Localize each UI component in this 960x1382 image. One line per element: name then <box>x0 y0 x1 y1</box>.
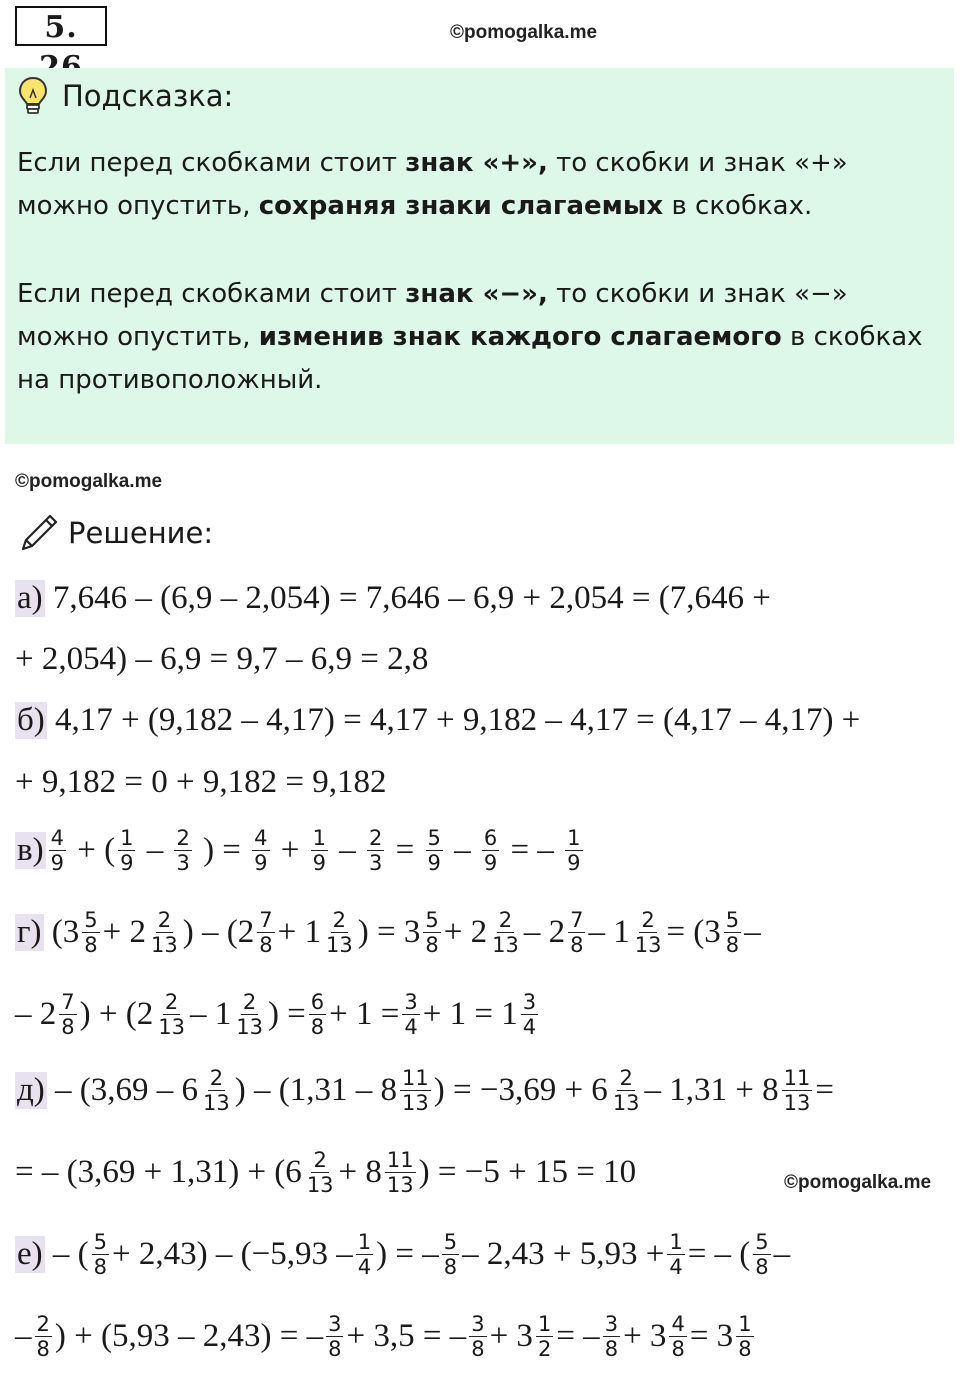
fraction <box>442 1230 459 1279</box>
denominator: 9 <box>50 851 64 875</box>
numerator: 5 <box>443 1230 458 1254</box>
expr-text: – 1 <box>189 996 232 1032</box>
numerator: 4 <box>50 826 64 850</box>
expr-text: + 2,43) – (−5,93 – <box>112 1236 353 1272</box>
fraction <box>753 1230 770 1279</box>
fraction <box>633 908 664 957</box>
numerator: 3 <box>404 990 418 1014</box>
hint-p1-bold: знак «+», <box>405 148 548 178</box>
denominator: 8 <box>725 933 740 957</box>
hint-p1-bold: сохраняя знаки слагаемых <box>258 191 664 221</box>
fraction <box>252 826 269 875</box>
solution-g-line1 <box>15 908 761 957</box>
numerator: 2 <box>209 1066 224 1090</box>
numerator: 2 <box>157 908 172 932</box>
hint-p2-text: на противоположный. <box>17 365 323 395</box>
denominator: 9 <box>120 851 134 875</box>
numerator: 2 <box>369 826 383 850</box>
expr-text: = <box>387 832 423 868</box>
fraction <box>669 1312 686 1361</box>
fraction <box>35 1312 52 1361</box>
label-d: д) <box>17 1072 45 1108</box>
expr-text: – 1,31 + 8 <box>644 1072 779 1108</box>
expr-text: ) = – <box>376 1236 439 1272</box>
denominator: 8 <box>471 1337 485 1361</box>
numerator: 2 <box>176 826 190 850</box>
numerator: 2 <box>332 908 347 932</box>
denominator: 13 <box>203 1091 230 1115</box>
solution-e-line2 <box>15 1312 757 1361</box>
hint-p2-bold: изменив знак каждого слагаемого <box>258 322 782 352</box>
numerator: 5 <box>427 826 441 850</box>
denominator: 8 <box>328 1337 342 1361</box>
expr-text: + 3,5 = – <box>346 1318 467 1354</box>
hint-paragraph-2 <box>17 273 947 402</box>
fraction <box>423 908 440 957</box>
numerator: 5 <box>93 1230 108 1254</box>
fraction <box>257 908 274 957</box>
fraction <box>149 908 180 957</box>
fraction <box>565 826 582 875</box>
fraction <box>201 1066 232 1115</box>
numerator: 5 <box>425 908 439 932</box>
expr-text: ) = −5 + 15 = 10 <box>418 1154 637 1190</box>
denominator: 13 <box>326 933 353 957</box>
expr-text: + 1 = <box>329 996 400 1032</box>
numerator: 6 <box>483 826 498 850</box>
watermark-middle: ©pomogalka.me <box>15 471 163 492</box>
fraction <box>92 1230 109 1279</box>
numerator: 1 <box>537 1312 552 1336</box>
numerator: 3 <box>328 1312 342 1336</box>
hint-p1-text: то скобки и знак «+» <box>547 148 848 178</box>
label-v: в) <box>17 832 44 868</box>
fraction <box>490 908 521 957</box>
fraction <box>82 908 99 957</box>
denominator: 13 <box>402 1091 429 1115</box>
fraction <box>482 826 499 875</box>
numerator: 1 <box>567 826 581 850</box>
fraction <box>385 1148 416 1197</box>
fraction <box>174 826 191 875</box>
denominator: 3 <box>176 851 190 875</box>
expr-text: – <box>773 1236 791 1272</box>
numerator: 3 <box>604 1312 619 1336</box>
numerator: 5 <box>725 908 740 932</box>
expr-text: = – <box>502 832 563 868</box>
denominator: 9 <box>483 851 498 875</box>
numerator: 3 <box>471 1312 485 1336</box>
fraction <box>402 990 419 1039</box>
denominator: 9 <box>312 851 327 875</box>
expr-text: ) + (5,93 – 2,43) = – <box>54 1318 324 1354</box>
fraction <box>309 990 326 1039</box>
expr-text: + 2,054) – 6,9 = 9,7 – 6,9 = 2,8 <box>15 641 429 677</box>
expr-text: + 9,182 = 0 + 9,182 = 9,182 <box>15 764 387 800</box>
expr-text: ) = 3 <box>357 914 421 950</box>
numerator: 1 <box>669 1230 683 1254</box>
denominator: 3 <box>369 851 383 875</box>
expr-text: = – (3,69 + 1,31) + (6 <box>15 1154 302 1190</box>
expr-text: = (3 <box>666 914 721 950</box>
solution-v-line1 <box>15 826 586 875</box>
expr-text <box>47 1072 55 1109</box>
denominator: 13 <box>634 933 662 957</box>
denominator: 8 <box>443 1255 458 1279</box>
expr-text: 4,17 + (9,182 – 4,17) = 4,17 + 9,182 – 4,17 = (4,17 – 4,17) + <box>46 702 861 738</box>
solution-b-line2 <box>15 764 386 801</box>
solution-d-line2 <box>15 1148 636 1197</box>
expr-text: – <box>445 832 479 868</box>
expr-text: – <box>331 832 365 868</box>
numerator: 2 <box>164 990 179 1014</box>
expr-text: + 8 <box>338 1154 382 1190</box>
expr-text: + 2 <box>102 914 147 950</box>
expr-text: (3 <box>51 914 80 950</box>
fraction <box>367 826 384 875</box>
denominator: 8 <box>310 1015 325 1039</box>
expr-text: ) = <box>194 832 250 868</box>
numerator: 1 <box>357 1230 372 1254</box>
denominator: 4 <box>357 1255 372 1279</box>
expr-text: + ( <box>68 832 116 868</box>
denominator: 8 <box>425 933 439 957</box>
solution-header <box>18 512 213 554</box>
fraction <box>400 1066 431 1115</box>
fraction <box>118 826 135 875</box>
denominator: 8 <box>84 933 98 957</box>
numerator: 4 <box>671 1312 685 1336</box>
denominator: 13 <box>158 1015 185 1039</box>
hint-p1-text: в скобках. <box>663 191 813 221</box>
denominator: 8 <box>755 1255 769 1279</box>
fraction <box>782 1066 813 1115</box>
expr-text: – (3,69 – 6 <box>55 1072 199 1108</box>
expr-text: ) = −3,69 + 6 <box>433 1072 608 1108</box>
fraction <box>234 990 265 1039</box>
solution-g-line2 <box>15 990 541 1039</box>
label-g: г) <box>17 914 42 950</box>
fraction <box>611 1066 642 1115</box>
fraction <box>305 1148 336 1197</box>
expr-text: + 3 <box>623 1318 667 1354</box>
watermark-bottom: ©pomogalka.me <box>784 1172 932 1193</box>
numerator: 2 <box>36 1312 50 1336</box>
expr-text: – 2,43 + 5,93 + <box>462 1236 665 1272</box>
expr-text: ) – (1,31 – 8 <box>234 1072 397 1108</box>
denominator: 8 <box>604 1337 619 1361</box>
denominator: 8 <box>61 1015 75 1039</box>
label-b: б) <box>17 702 45 738</box>
expr-text <box>44 914 52 951</box>
numerator: 2 <box>619 1066 633 1090</box>
fraction <box>426 826 443 875</box>
expr-text: – <box>15 1318 32 1354</box>
denominator: 8 <box>738 1337 752 1361</box>
expr-text: – ( <box>52 1236 89 1272</box>
numerator: 2 <box>498 908 513 932</box>
fraction <box>667 1230 684 1279</box>
expr-text: + 1 <box>277 914 321 950</box>
numerator: 11 <box>402 1066 429 1090</box>
denominator: 8 <box>36 1337 50 1361</box>
label-e: е) <box>17 1236 43 1272</box>
expr-text: – 2 <box>523 914 566 950</box>
numerator: 1 <box>312 826 327 850</box>
denominator: 8 <box>570 933 584 957</box>
numerator: 3 <box>522 990 537 1014</box>
denominator: 4 <box>404 1015 418 1039</box>
expr-text <box>45 1236 53 1273</box>
expr-text: + 2 <box>443 914 488 950</box>
solution-b-line1 <box>15 702 860 739</box>
expr-text: ) + (2 <box>79 996 154 1032</box>
fraction <box>521 990 538 1039</box>
expr-text: = 3 <box>689 1318 734 1354</box>
fraction <box>603 1312 620 1361</box>
expr-text: – 1 <box>588 914 630 950</box>
denominator: 13 <box>492 933 519 957</box>
numerator: 7 <box>259 908 273 932</box>
numerator: 5 <box>755 1230 769 1254</box>
lightbulb-icon <box>18 76 48 116</box>
label-a: а) <box>17 580 43 616</box>
numerator: 5 <box>84 908 98 932</box>
solution-e-line1 <box>15 1230 790 1279</box>
denominator: 9 <box>567 851 581 875</box>
fraction <box>49 826 66 875</box>
numerator: 6 <box>310 990 325 1014</box>
hint-header <box>18 76 233 116</box>
denominator: 8 <box>259 933 273 957</box>
expr-text: + 3 <box>489 1318 533 1354</box>
denominator: 2 <box>537 1337 552 1361</box>
fraction <box>156 990 187 1039</box>
solution-a-line2 <box>15 641 428 678</box>
hint-paragraph-1 <box>17 142 947 228</box>
denominator: 9 <box>254 851 268 875</box>
numerator: 2 <box>242 990 257 1014</box>
hint-p1-text: можно опустить, <box>17 191 259 221</box>
numerator: 11 <box>783 1066 811 1090</box>
expr-text: ) – (2 <box>182 914 255 950</box>
fraction <box>568 908 585 957</box>
fraction <box>59 990 76 1039</box>
expr-text: – 2 <box>15 996 57 1032</box>
fraction <box>536 1312 553 1361</box>
denominator: 8 <box>93 1255 108 1279</box>
numerator: 7 <box>570 908 584 932</box>
hint-p2-bold: знак «−», <box>405 279 548 309</box>
denominator: 4 <box>669 1255 683 1279</box>
solution-d-line1 <box>15 1066 834 1115</box>
denominator: 13 <box>386 1173 414 1197</box>
task-number: 5. <box>15 6 107 46</box>
numerator: 2 <box>313 1148 327 1172</box>
numerator: 1 <box>120 826 134 850</box>
pencil-icon <box>18 512 60 554</box>
numerator: 1 <box>738 1312 752 1336</box>
denominator: 13 <box>306 1173 334 1197</box>
denominator: 13 <box>236 1015 263 1039</box>
hint-p2-text: в скобках <box>781 322 923 352</box>
numerator: 7 <box>61 990 75 1014</box>
fraction <box>736 1312 753 1361</box>
denominator: 4 <box>522 1015 537 1039</box>
solution-a-line1 <box>15 580 771 617</box>
expr-text: 7,646 – (6,9 – 2,054) = 7,646 – 6,9 + 2,054 = (7,646 + <box>44 580 771 616</box>
numerator: 2 <box>641 908 655 932</box>
hint-title: Подсказка: <box>62 79 234 113</box>
solution-title: Решение: <box>68 516 214 550</box>
fraction <box>324 908 355 957</box>
denominator: 8 <box>671 1337 685 1361</box>
hint-p2-text: можно опустить, <box>17 322 259 352</box>
denominator: 9 <box>427 851 441 875</box>
numerator: 11 <box>386 1148 414 1172</box>
denominator: 13 <box>783 1091 811 1115</box>
expr-text: = – ( <box>687 1236 751 1272</box>
fraction <box>326 1312 343 1361</box>
denominator: 13 <box>612 1091 640 1115</box>
denominator: 13 <box>151 933 178 957</box>
fraction <box>469 1312 486 1361</box>
expr-text: – <box>138 832 172 868</box>
expr-text: ) = <box>267 996 306 1032</box>
hint-p1-text: Если перед скобками стоит <box>17 148 406 178</box>
fraction <box>356 1230 373 1279</box>
fraction <box>311 826 328 875</box>
expr-text: = <box>815 1072 835 1108</box>
numerator: 4 <box>254 826 268 850</box>
fraction <box>724 908 741 957</box>
expr-text: – <box>744 914 761 950</box>
hint-p2-text: Если перед скобками стоит <box>17 279 406 309</box>
expr-text: + 1 = 1 <box>422 996 518 1032</box>
hint-p2-text: то скобки и знак «−» <box>547 279 848 309</box>
expr-text: + <box>272 832 308 868</box>
expr-text: = – <box>556 1318 600 1354</box>
watermark-top: ©pomogalka.me <box>450 22 598 43</box>
